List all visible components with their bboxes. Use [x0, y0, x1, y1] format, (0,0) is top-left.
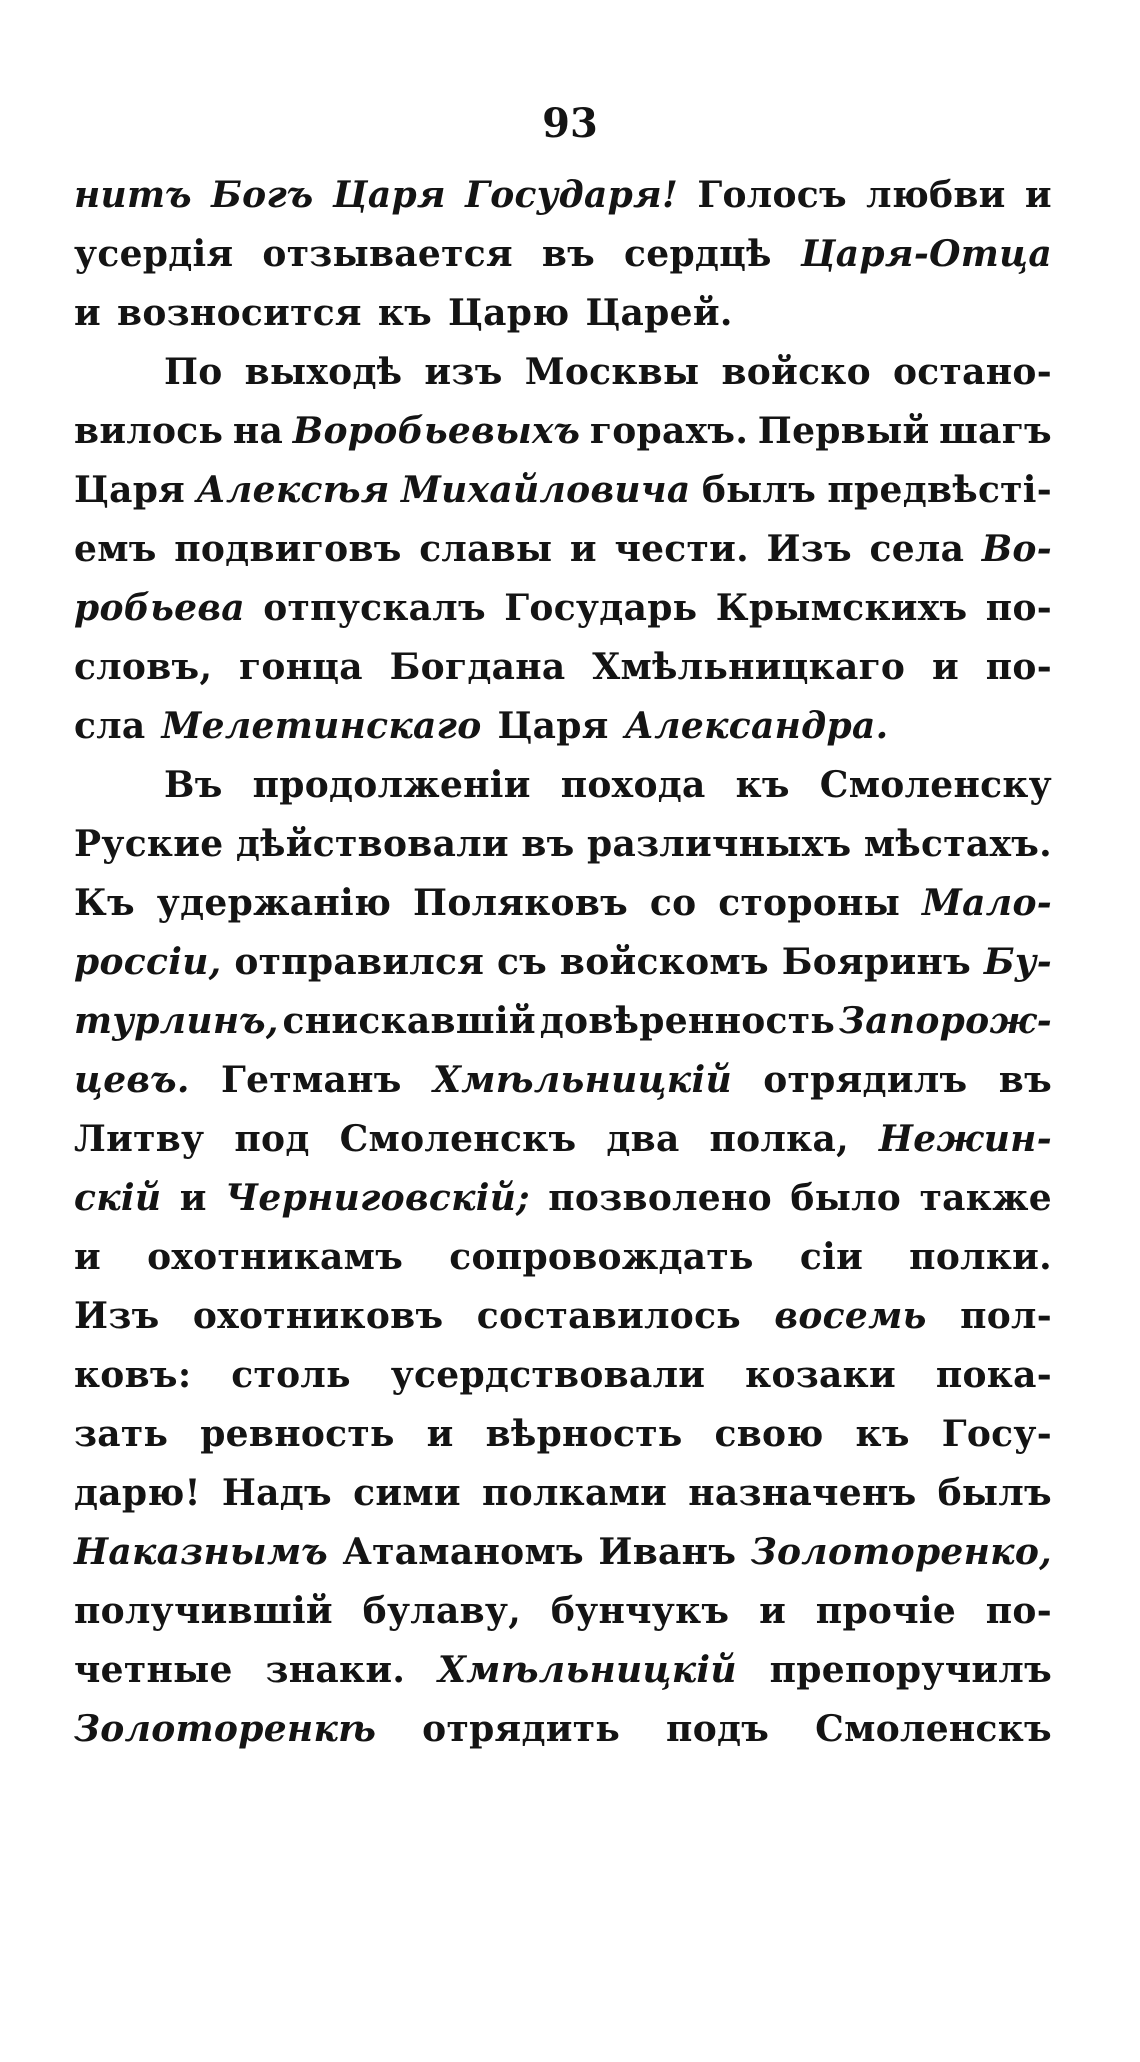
word: Смоленскъ [815, 1708, 1052, 1750]
word: Богдана [389, 646, 566, 688]
italic-word: Хмѣльницкій [433, 1059, 732, 1101]
text-line [74, 1228, 1052, 1287]
word: и [179, 1177, 207, 1219]
text-line [74, 343, 1052, 402]
text-line [74, 225, 1052, 284]
word: Литву [74, 1118, 205, 1160]
word: полками [482, 1472, 668, 1514]
italic-word: Богъ [211, 174, 314, 216]
word: Царю [448, 292, 570, 334]
word: и [569, 528, 597, 570]
word: зать [74, 1413, 169, 1455]
text-line [74, 284, 1052, 343]
word: Изъ [766, 528, 852, 570]
word: къ [377, 292, 433, 334]
italic-word: робьева [74, 587, 245, 629]
word: Въ [164, 764, 223, 806]
word: четные [74, 1649, 233, 1691]
text-line [74, 1110, 1052, 1169]
word: сла [74, 705, 146, 747]
text-line [74, 1523, 1052, 1582]
word: Иванъ [598, 1531, 737, 1573]
word: Первый [757, 410, 930, 452]
word: довѣренность [539, 1000, 836, 1042]
word: по- [985, 1590, 1052, 1632]
italic-word: Запорож- [838, 1000, 1052, 1042]
word: было [790, 1177, 902, 1219]
word: Царя [74, 469, 186, 511]
word: Царей. [585, 292, 733, 334]
italic-word: Михайловича [401, 469, 691, 511]
word: дарю! [74, 1472, 201, 1514]
word: отпускалъ [263, 587, 486, 629]
italic-word: Алексѣя [196, 469, 390, 511]
italic-word: Нежин- [878, 1118, 1052, 1160]
page-text [74, 166, 1052, 1759]
word: вилось [74, 410, 224, 452]
word: усердствовали [390, 1354, 706, 1396]
word: къ [855, 1413, 910, 1455]
word: прочіе [815, 1590, 957, 1632]
italic-word: скій [74, 1177, 162, 1219]
word: въ [521, 823, 575, 865]
text-line [74, 579, 1052, 638]
italic-word: нитъ [74, 174, 192, 216]
word: удержанію [156, 882, 392, 924]
word: былъ [937, 1472, 1052, 1514]
word: любви [866, 174, 1006, 216]
word: полки. [909, 1236, 1052, 1278]
word: возносится [117, 292, 362, 334]
word: словъ, [74, 646, 213, 688]
word: и [759, 1590, 787, 1632]
word: Крымскихъ [715, 587, 968, 629]
word: гонца [239, 646, 363, 688]
word: отправился [234, 941, 485, 983]
word: Къ [74, 882, 135, 924]
italic-word: Наказнымъ [74, 1531, 328, 1573]
word: Москвы [524, 351, 700, 393]
word: препоручилъ [769, 1649, 1052, 1691]
word: со [649, 882, 697, 924]
text-line [74, 1700, 1052, 1759]
text-line [74, 1405, 1052, 1464]
italic-word: восемь [774, 1295, 927, 1337]
word: предвѣсті- [827, 469, 1052, 511]
text-line [74, 933, 1052, 992]
word: чести. [614, 528, 749, 570]
word: дѣйствовали [235, 823, 509, 865]
text-line [74, 1464, 1052, 1523]
word: былъ [701, 469, 817, 511]
word: усердія [74, 233, 234, 275]
italic-word: Государя! [465, 174, 679, 216]
text-line [74, 756, 1052, 815]
word: По [164, 351, 223, 393]
word: Хмѣльницкаго [592, 646, 906, 688]
word: славы [419, 528, 553, 570]
word: два [606, 1118, 680, 1160]
word: позволено [548, 1177, 772, 1219]
word: снискавшій [282, 1000, 536, 1042]
text-line [74, 874, 1052, 933]
word: къ [735, 764, 790, 806]
word: Голосъ [697, 174, 847, 216]
word: отзывается [262, 233, 513, 275]
word: продолженіи [252, 764, 531, 806]
word: вѣрность [485, 1413, 683, 1455]
text-line [74, 1641, 1052, 1700]
word: столь [231, 1354, 351, 1396]
word: пока- [935, 1354, 1052, 1396]
word: мѣстахъ. [863, 823, 1052, 865]
word: сопровождать [449, 1236, 754, 1278]
word: Атаманомъ [342, 1531, 584, 1573]
italic-word: Царя [332, 174, 446, 216]
word: ревность [200, 1413, 395, 1455]
word: остано- [892, 351, 1052, 393]
word: Царя [497, 705, 609, 747]
italic-word: Черниговскій; [225, 1177, 530, 1219]
word: горахъ. [589, 410, 749, 452]
word: шагъ [939, 410, 1052, 452]
word: подвиговъ [174, 528, 402, 570]
word: Бояринъ [781, 941, 972, 983]
word: козаки [745, 1354, 896, 1396]
word: выходѣ [244, 351, 403, 393]
word: и [74, 1236, 102, 1278]
word: составилось [476, 1295, 742, 1337]
word: сердцѣ [624, 233, 772, 275]
word: свою [714, 1413, 824, 1455]
word: пол- [960, 1295, 1052, 1337]
text-line [74, 402, 1052, 461]
word: также [919, 1177, 1052, 1219]
word: бунчукъ [550, 1590, 730, 1632]
word: емъ [74, 528, 157, 570]
text-line [74, 1287, 1052, 1346]
word: отрядилъ [763, 1059, 968, 1101]
word: въ [541, 233, 596, 275]
italic-word: Хмѣльницкій [437, 1649, 737, 1691]
word: Надъ [221, 1472, 332, 1514]
word: и [74, 292, 102, 334]
word: Руские [74, 823, 224, 865]
word: Смоленску [819, 764, 1052, 806]
italic-word: Мало- [922, 882, 1052, 924]
word: въ [998, 1059, 1052, 1101]
word: Госу- [941, 1413, 1052, 1455]
text-line [74, 638, 1052, 697]
word: булаву, [362, 1590, 522, 1632]
word: Гетманъ [220, 1059, 402, 1101]
word: изъ [424, 351, 503, 393]
word: съ [496, 941, 548, 983]
text-line [74, 1582, 1052, 1641]
word: ковъ: [74, 1354, 192, 1396]
word: охотниковъ [192, 1295, 444, 1337]
word: войско [721, 351, 871, 393]
word: сими [353, 1472, 461, 1514]
italic-word: Золоторенкѣ [74, 1708, 377, 1750]
word: и [426, 1413, 454, 1455]
word: под [234, 1118, 310, 1160]
text-line [74, 1346, 1052, 1405]
italic-word: Александра. [624, 705, 889, 747]
word: и [1024, 174, 1052, 216]
text-line [74, 1051, 1052, 1110]
word: по- [985, 587, 1052, 629]
word: подъ [666, 1708, 770, 1750]
word: по- [985, 646, 1052, 688]
word: Смоленскъ [339, 1118, 577, 1160]
word: войскомъ [559, 941, 769, 983]
italic-word: Золоторенко, [750, 1531, 1052, 1573]
word: знаки. [265, 1649, 406, 1691]
word: Поляковъ [413, 882, 629, 924]
text-line [74, 815, 1052, 874]
text-line [74, 461, 1052, 520]
italic-word: Царя-Отца [800, 233, 1052, 275]
word: похода [560, 764, 706, 806]
italic-word: Мелетинскаго [161, 705, 482, 747]
text-line [74, 992, 1052, 1051]
italic-word: турлинъ, [74, 1000, 279, 1042]
text-line [74, 166, 1052, 225]
italic-word: цевъ. [74, 1059, 190, 1101]
word: и [931, 646, 959, 688]
text-line [74, 1169, 1052, 1228]
word: полка, [709, 1118, 849, 1160]
italic-word: Бу- [983, 941, 1052, 983]
word: получившій [74, 1590, 333, 1632]
page-number: 93 [542, 100, 598, 147]
italic-word: Во- [981, 528, 1052, 570]
word: отрядить [422, 1708, 621, 1750]
word: на [232, 410, 284, 452]
word: Изъ [74, 1295, 160, 1337]
italic-word: Воробьевыхъ [292, 410, 581, 452]
word: стороны [718, 882, 901, 924]
word: села [869, 528, 965, 570]
word: охотникамъ [147, 1236, 404, 1278]
word: различныхъ [586, 823, 852, 865]
text-line [74, 520, 1052, 579]
word: сіи [799, 1236, 864, 1278]
word: Государь [504, 587, 698, 629]
text-line [74, 697, 1052, 756]
italic-word: россіи, [74, 941, 222, 983]
word: назначенъ [688, 1472, 917, 1514]
